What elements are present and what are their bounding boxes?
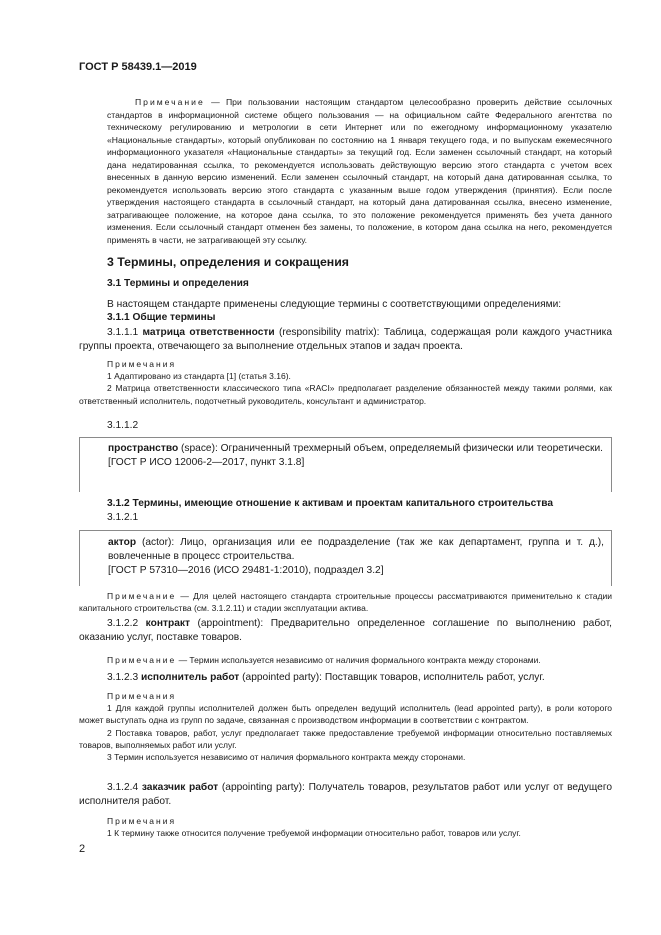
term-number: 3.1.2.2 (107, 618, 146, 629)
page-number: 2 (79, 843, 86, 855)
note-3-1-2-1 (79, 590, 612, 614)
note-label: Примечание (107, 655, 177, 665)
term-definition: (appointed party): Поставщик товаров, исполнитель работ, услуг. (239, 672, 545, 683)
note-1: 1 Адаптировано из стандарта [1] (статья 3.16). (107, 371, 291, 382)
section-3-heading: 3 Термины, определения и сокращения (107, 255, 349, 269)
term-3-1-2-1-source: [ГОСТ Р 57310—2016 (ИСО 29481-1:2010), подраздел 3.2] (108, 565, 384, 576)
note-2: 2 Поставка товаров, работ, услуг предполагает также предоставление требуемой информации относительно поставляемых товаров, выполняемых работ или услуг. (79, 727, 612, 750)
notes-label: Примечания (107, 816, 177, 826)
notes-3-1-2-4 (79, 815, 612, 839)
term-definition: (appointing party): Получатель товаров, результатов работ или услуг от ведущего исполнителя работ. (79, 782, 612, 807)
term-3-1-2-1-number: 3.1.2.1 (107, 512, 139, 523)
term-3-1-2-1-definition (80, 531, 611, 564)
term-name: пространство (108, 443, 179, 454)
note-2: 2 Матрица ответственности классического типа «RACI» предполагает разделение обязанностей между такими ролями, как ответственный исполнитель, подотчетный руководитель, консультант и администратор. (79, 383, 612, 406)
term-3-1-1-1 (79, 326, 612, 354)
term-number: 3.1.1.1 (107, 327, 143, 338)
top-note (107, 96, 612, 247)
subsection-3-1-1-heading: 3.1.1 Общие термины (107, 312, 216, 323)
note-text: — При пользовании настоящим стандартом целесообразно проверить действие ссылочных стандартов в информационной системе общего пользования — на официальном сайте Федерального агентства по техническому регулированию и метрологии в сети Интернет или по ежегодному информационному указателю «Национальные стандарты», который опубликован по состоянию на 1 января текущего года, и по выпускам ежемесячного информационного указателя «Национальные стандарты» за текущий год. Если заменен ссылочный стандарт, на который дана недатированная ссылка, то рекомендуется использовать действующую версию этого стандарта с учетом всех внесенных в данную версию изменений. Если заменен ссылочный стандарт, на который дана датированная ссылка, то рекомендуется использовать версию этого стандарта с указанным выше годом утверждения (принятия). Если после утверждения настоящего стандарта в ссылочный стандарт, на который дана датированная ссылка, внесено изменение, затрагивающее положение, на которое дана ссылка, то это положение рекомендуется применять без учета данного изменения. Если ссылочный стандарт отменен без замены, то положение, в котором дана ссылка на него, рекомендуется применять в части, не затрагивающей эту ссылку. (107, 97, 612, 246)
document-header: ГОСТ Р 58439.1—2019 (79, 61, 197, 73)
term-3-1-1-2-box (79, 437, 612, 492)
term-name: актор (108, 537, 137, 548)
notes-label: Примечания (107, 691, 177, 701)
note-text: — Термин используется независимо от наличия формального контракта между сторонами. (176, 655, 541, 665)
term-name: заказчик работ (141, 782, 219, 793)
term-definition: (space): Ограниченный трехмерный объем, определяемый физически или теоретически. (178, 443, 603, 454)
note-1: 1 Для каждой группы исполнителей должен быть определен ведущий исполнитель (lead appointed party), в роли которого может выступать одна из групп по задаче, связанная с производством информации в соответствии с контрактом. (79, 703, 612, 726)
term-name: матрица ответственности (142, 327, 275, 338)
term-name: исполнитель работ (141, 672, 240, 683)
term-3-1-2-2 (79, 617, 612, 645)
note-3: 3 Термин используется независимо от наличия формального контракта между сторонами. (107, 752, 466, 763)
notes-3-1-2-3 (79, 690, 612, 763)
notes-3-1-1-1 (79, 358, 612, 407)
term-3-1-1-2-definition (80, 438, 611, 456)
term-number: 3.1.2.4 (107, 782, 142, 793)
subsection-3-1-2-heading: 3.1.2 Термины, имеющие отношение к активам и проектам капитального строительства (107, 498, 554, 509)
note-3-1-2-2 (79, 654, 612, 666)
term-definition: (actor): Лицо, организация или ее подразделение (так же как департамент, группа и т. д.), вовлеченные в процесс строительства. (108, 537, 604, 562)
term-3-1-2-1-box (79, 530, 612, 586)
subsection-3-1-heading: 3.1 Термины и определения (107, 278, 249, 289)
notes-label: Примечания (107, 359, 177, 369)
note-label: Примечание (107, 591, 177, 601)
note-label: Примечание (135, 97, 205, 107)
term-3-1-2-4 (79, 781, 612, 809)
intro-paragraph: В настоящем стандарте применены следующие термины с соответствующими определениями: (107, 299, 562, 310)
term-definition: (appointment): Предварительно определенное соглашение по выполнению работ, оказанию услуг, поставке товаров. (79, 618, 612, 643)
term-3-1-2-3 (79, 671, 612, 685)
term-definition: (responsibility matrix): Таблица, содержащая роли каждого участника группы проекта, отвечающего за выполнение отдельных этапов и задач проекта. (79, 327, 612, 352)
term-3-1-1-2-source: [ГОСТ Р ИСО 12006-2—2017, пункт 3.1.8] (108, 457, 305, 468)
note-1: 1 К термину также относится получение требуемой информации относительно работ, товаров или услуг. (107, 828, 521, 839)
term-3-1-1-2-number: 3.1.1.2 (107, 420, 139, 431)
term-number: 3.1.2.3 (107, 672, 141, 683)
note-text: — Для целей настоящего стандарта строительные процессы рассматриваются применительно к стадии капитального строительства (см. 3.1.2.11) и стадии эксплуатации актива. (79, 591, 612, 614)
term-name: контракт (145, 618, 190, 629)
